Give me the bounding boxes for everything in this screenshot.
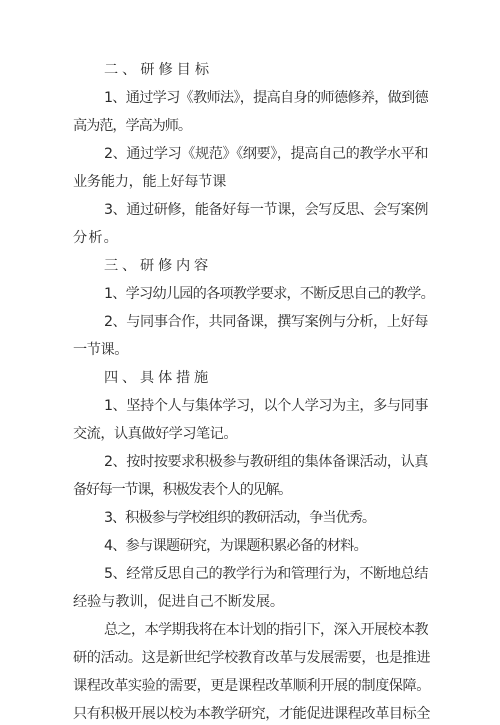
measure-item-2-line-2: 备好每一节课，积极发表个人的见解。 (73, 482, 291, 498)
goal-item-2-line-2: 业务能力，能上好每节课 (73, 174, 226, 190)
goal-item-1-line-2: 高为范，学高为师。 (73, 118, 191, 134)
content-item-1: 1、学习幼儿园的各项教学要求，不断反思自己的教学。 (104, 286, 434, 302)
section-heading-measures: 四、具体措施 (104, 370, 212, 386)
goal-item-2-line-1: 2、通过学习《规范》《纲要》，提高自己的教学水平和 (104, 146, 428, 162)
summary-line-3: 课程改革实验的需要，更是课程改革顺利开展的制度保障。 (73, 678, 430, 694)
summary-line-4: 只有积极开展以校为本教学研究，才能促进课程改革目标全 (73, 706, 430, 722)
measure-item-4: 4、参与课题研究，为课题积累必备的材料。 (104, 538, 367, 554)
measure-item-3: 3、积极参与学校组织的教研活动，争当优秀。 (104, 510, 375, 526)
summary-line-1: 总之，本学期我将在本计划的指引下，深入开展校本教 (104, 622, 428, 638)
measure-item-1-line-1: 1、坚持个人与集体学习，以个人学习为主，多与同事 (104, 398, 428, 414)
measure-item-5-line-1: 5、经常反思自己的教学行为和管理行为，不断地总结 (104, 566, 428, 582)
goal-item-3-line-1: 3、通过研修，能备好每一节课，会写反思、会写案例 (104, 202, 428, 218)
section-heading-content: 三、研修内容 (104, 258, 212, 274)
measure-item-1-line-2: 交流，认真做好学习笔记。 (73, 426, 237, 442)
section-heading-goals: 二、研修目标 (104, 62, 213, 78)
content-item-2-line-1: 2、与同事合作，共同备课，撰写案例与分析，上好每 (104, 314, 428, 330)
measure-item-5-line-2: 经验与教训，促进自己不断发展。 (73, 594, 284, 610)
goal-item-1-line-1: 1、通过学习《教师法》，提高自身的师德修养，做到德 (104, 90, 428, 106)
measure-item-2-line-1: 2、按时按要求积极参与教研组的集体备课活动，认真 (104, 454, 428, 470)
content-item-2-line-2: 一节课。 (73, 342, 128, 358)
goal-item-3-line-2: 分析。 (73, 230, 119, 246)
summary-line-2: 研的活动。这是新世纪学校教育改革与发展需要，也是推进 (73, 650, 430, 666)
